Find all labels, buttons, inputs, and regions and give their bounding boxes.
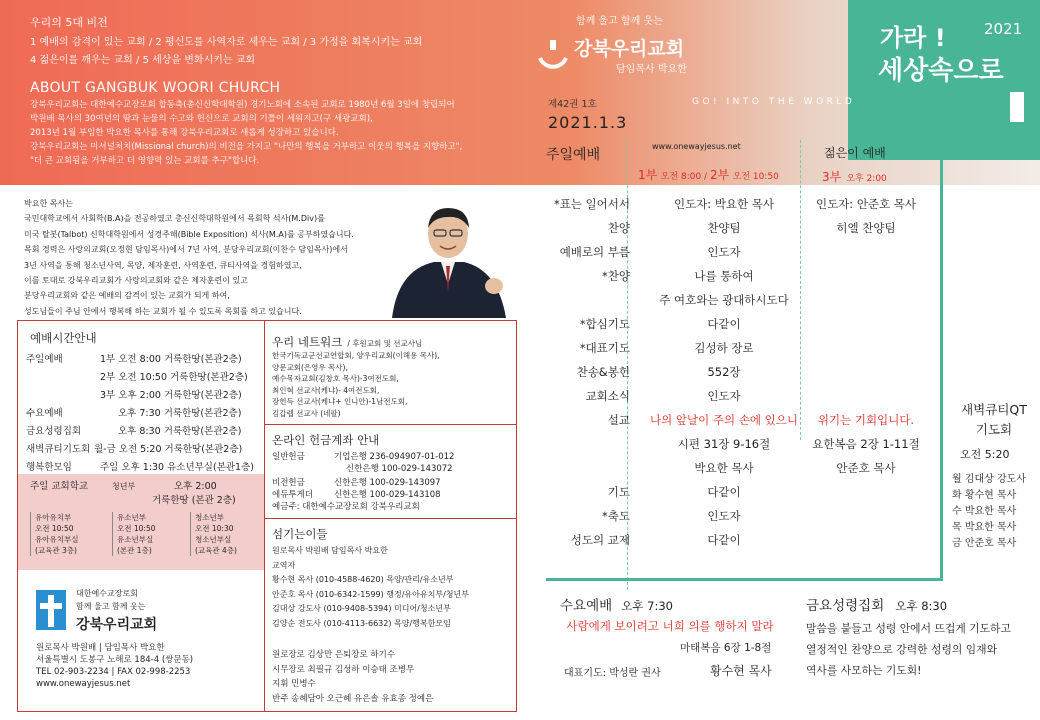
church-contact: 원로목사 박원배 | 담임목사 박요한 서울특별시 도봉구 노해로 184-4 (쌍문동) TEL 02-903-2234 | FAX 02-998-2253 www.onewayjesus.net <box>36 643 194 689</box>
school-groups <box>30 512 260 564</box>
denom-tagline: 함께 울고 함께 웃는 <box>76 602 146 611</box>
school-group: 유아유치부 오전 10:50 유아유치부실 (교육관 3층) <box>30 512 102 556</box>
worship-time-row: 2부 오전 10:50 거룩한땅(본관2층) <box>100 372 248 383</box>
wed-preacher: 황수현 목사 <box>710 664 772 678</box>
motto-line-1: 가라 ! <box>880 24 946 52</box>
bank-accounts <box>272 450 512 512</box>
green-base <box>546 578 943 581</box>
dawn-schedule: 월 김대상 강도사 화 황수현 목사 수 박요한 목사 목 박요한 목사 금 안준호 목사 <box>952 474 1026 549</box>
dawn-time: 오전 5:20 <box>960 448 1010 461</box>
school-group: 유소년부 오전 10:50 유소년부실 (본관 1층) <box>112 512 182 556</box>
pastor-photo <box>378 200 518 318</box>
about-text: 강북우리교회는 대한예수교장로회 합동측(총신신학대학원) 경기노회에 소속된 교회로 1980년 6월 3일에 창립되어 박원배 목사의 30여년의 땀과 눈물의 수고와 헌신으로 교회의 기틀이 세워지고(구 세광교회), 2013년 1월 부임한 박요한 목사를 통해 강북우리교회로 새롭게 성장하고 있습니다. 강북우리교회는 미셔널처치(Missional church)의 비전을 가지고 "나만의 행복을 거부하고 이웃의 행복을 지향하고", "더 큰 교회됨을 거부하고 더 영향력 있는 교회를 추구"합니다. <box>30 100 463 166</box>
dawn-title: 새벽큐티QT 기도회 <box>961 402 1027 437</box>
motto-line-2: 세상속으로 <box>878 56 1004 86</box>
worship-time-row: 금요성령집회 오후 8:30 거룩한땅(본관2층) <box>26 426 242 437</box>
bank-row: 비전헌금 신한은행 100-029-143097 <box>272 478 441 488</box>
pastor-bio: 박요한 목사는 국민대학교에서 사회학(B.A)을 전공하였고 총신신학대학원에서 목회학 석사(M.Div)를 미국 탈봇(Talbot) 신학대학원에서 성경주해(Bible Exposition) 석사(M.A)를 공부하였습니다. 목회 경력은 사랑의교회(오정현 담임목사)에서 7년 사역, 분당우리교회(이찬수 담임목사)에서 3년 사역을 통해 청소년사역, 목양, 제자훈련, 사역훈련, 큐티사역을 경험하였고, 이를 토대로 강북우리교회가 사랑의교회와 같은 제자훈련이 있고 분당우리교회와 같은 예배의 감격이 있는 교회가 되게 하여, 성도님들이 주님 안에서 행복해 하는 교회가 될 수 있도록 목회를 하고 있습니다. <box>24 199 354 316</box>
school-age: 청년부 <box>112 482 136 491</box>
issue-date: 2021.1.3 <box>548 113 628 132</box>
info-box-divider <box>264 320 265 712</box>
sunday-times: 1부 오전 8:00 / 2부 오전 10:50 <box>638 168 779 182</box>
youth-time: 3부 오후 2:00 <box>822 170 887 184</box>
school-time: 오후 2:00 <box>174 481 217 492</box>
motto-bar <box>1010 92 1024 122</box>
school-title: 주일 교회학교 <box>30 481 89 492</box>
staff-list: 원로목사 박원배 담임목사 박요한 교역자 황수현 목사 (010-4588-4620) 목양/관리/유소년부 안준호 목사 (010-6342-1599) 행정/유아유치부/청년부 김대상 강도사 (010-9408-5394) 미디어/청소년부 김양순 전도사 (010-4113-6632) 목양/행복한모임 <box>272 546 469 628</box>
worship-time-row: 3부 오후 2:00 거룩한땅(본관2층) <box>100 390 242 401</box>
motto-english: GO! INTO THE WORLD <box>692 97 856 107</box>
youth-title: 젊은이 예배 <box>824 146 886 160</box>
brand-tagline: 함께 울고 함께 웃는 <box>576 16 663 27</box>
worship-time-row: 주일예배 1부 오전 8:00 거룩한땅(본관2층) <box>26 354 242 365</box>
brand-name: 강북우리교회 <box>574 38 685 60</box>
green-rail <box>940 160 943 580</box>
order-of-service: *표는 일어서서 인도자: 박요한 목사 인도자: 안준호 목사 찬양 찬양팀 히엘 찬양팀 예배로의 부름 인도자 *찬양 나를 통하여 주 여호와는 광대하시도다 *합심기도 다같이 *대표기도 김성하 장로 찬송&봉헌 552장 교회소식 인도자 설교 나의 앞날이 주의 손에 있으니 위기는 기회입니다. 시편 31장 9-16절 요한복음 2장 1-11절 박요한 목사 안준호 목사 기도 다같이 *축도 인도자 성도의 교제 다같이 <box>553 197 920 547</box>
bank-row: 신한은행 100-029-143072 <box>346 464 453 474</box>
fri-description: 말씀을 붙들고 성령 안에서 뜨겁게 기도하고 열정적인 찬양으로 강력한 성령의 임재와 역사를 사모하는 기도회! <box>806 622 1011 677</box>
bank-row: 일반헌금 기업은행 236-094907-01-012 <box>272 452 455 462</box>
sunday-title: 주일예배 <box>546 147 601 163</box>
worship-times-title: 예배시간안내 <box>30 331 97 345</box>
network-divider <box>264 424 517 425</box>
vision-title: 우리의 5대 비전 <box>30 16 108 29</box>
church-logo-icon <box>536 36 570 82</box>
worship-time-row: 수요예배 오후 7:30 거룩한땅(본관2층) <box>26 408 242 419</box>
denom-name: 대한예수교장로회 <box>76 589 138 598</box>
vision-line-1: 1 예배의 감격이 있는 교회 / 2 평신도를 사역자로 세우는 교회 / 3 가정을 회복시키는 교회 <box>30 37 423 48</box>
about-title: ABOUT GANGBUK WOORI CHURCH <box>30 80 281 96</box>
worship-times-table <box>26 352 262 478</box>
issue-number: 제42권 1호 <box>548 99 597 110</box>
denom-church: 강북우리교회 <box>76 617 158 633</box>
brand-pastor: 담임목사 박요한 <box>616 64 687 75</box>
wed-verse: 마태복음 6장 1-8절 <box>680 642 772 654</box>
wed-header: 수요예배 오후 7:30 <box>560 598 673 614</box>
worship-time-row: 행복한모임 주일 오후 1:30 유소년부실(본관1층) <box>26 462 254 473</box>
fri-header: 금요성령집회 오후 8:30 <box>806 598 948 614</box>
bank-divider <box>264 518 517 519</box>
network-list: 한국기독교군선교연합회, 양우리교회(이해용 목사), 양문교회(은영우 목사), 예수목자교회(김창호 목사)-3여전도회, 최인혁 선교사(케냐)- 4여전도회, 장헌득 선교사(케냐+ 인니안)-1남전도회, 김갑렙 선교사 (네팔) <box>272 351 440 418</box>
network-header: 우리 네트워크 / 후원교회 및 선교사님 <box>272 335 423 349</box>
vision-line-2: 4 젊은이를 깨우는 교회 / 5 세상을 변화시키는 교회 <box>30 55 256 66</box>
wed-prayer: 대표기도: 박성란 권사 <box>564 668 661 679</box>
church-website: www.onewayjesus.net <box>652 142 741 151</box>
wed-sermon: 사람에게 보이려고 너희 의를 행하지 말라 <box>566 619 774 633</box>
motto-year: 2021 <box>984 20 1023 38</box>
staff-title: 섬기는이들 <box>272 527 328 541</box>
elders-list: 원로장로 김상만 은퇴장로 하기수 시무장로 최필규 김성하 이승태 조병무 지휘 민병수 반주 송혜담아 오근혜 유은솔 유효종 정예은 <box>272 650 434 704</box>
bank-title: 온라인 헌금계좌 안내 <box>272 433 380 447</box>
bank-holder: 예금주: 대한예수교장로회 강북우리교회 <box>272 502 420 512</box>
school-place: 거룩한땅 (본관 2층) <box>152 495 236 506</box>
worship-time-row: 새벽큐티기도회 월-금 오전 5:20 거룩한땅(본관2층) <box>26 444 243 455</box>
denomination-logo-icon <box>36 590 66 630</box>
school-group: 청소년부 오전 10:30 청소년부실 (교육관 4층) <box>190 512 262 556</box>
bank-row: 에듀투게더 신한은행 100-029-143108 <box>272 490 441 500</box>
